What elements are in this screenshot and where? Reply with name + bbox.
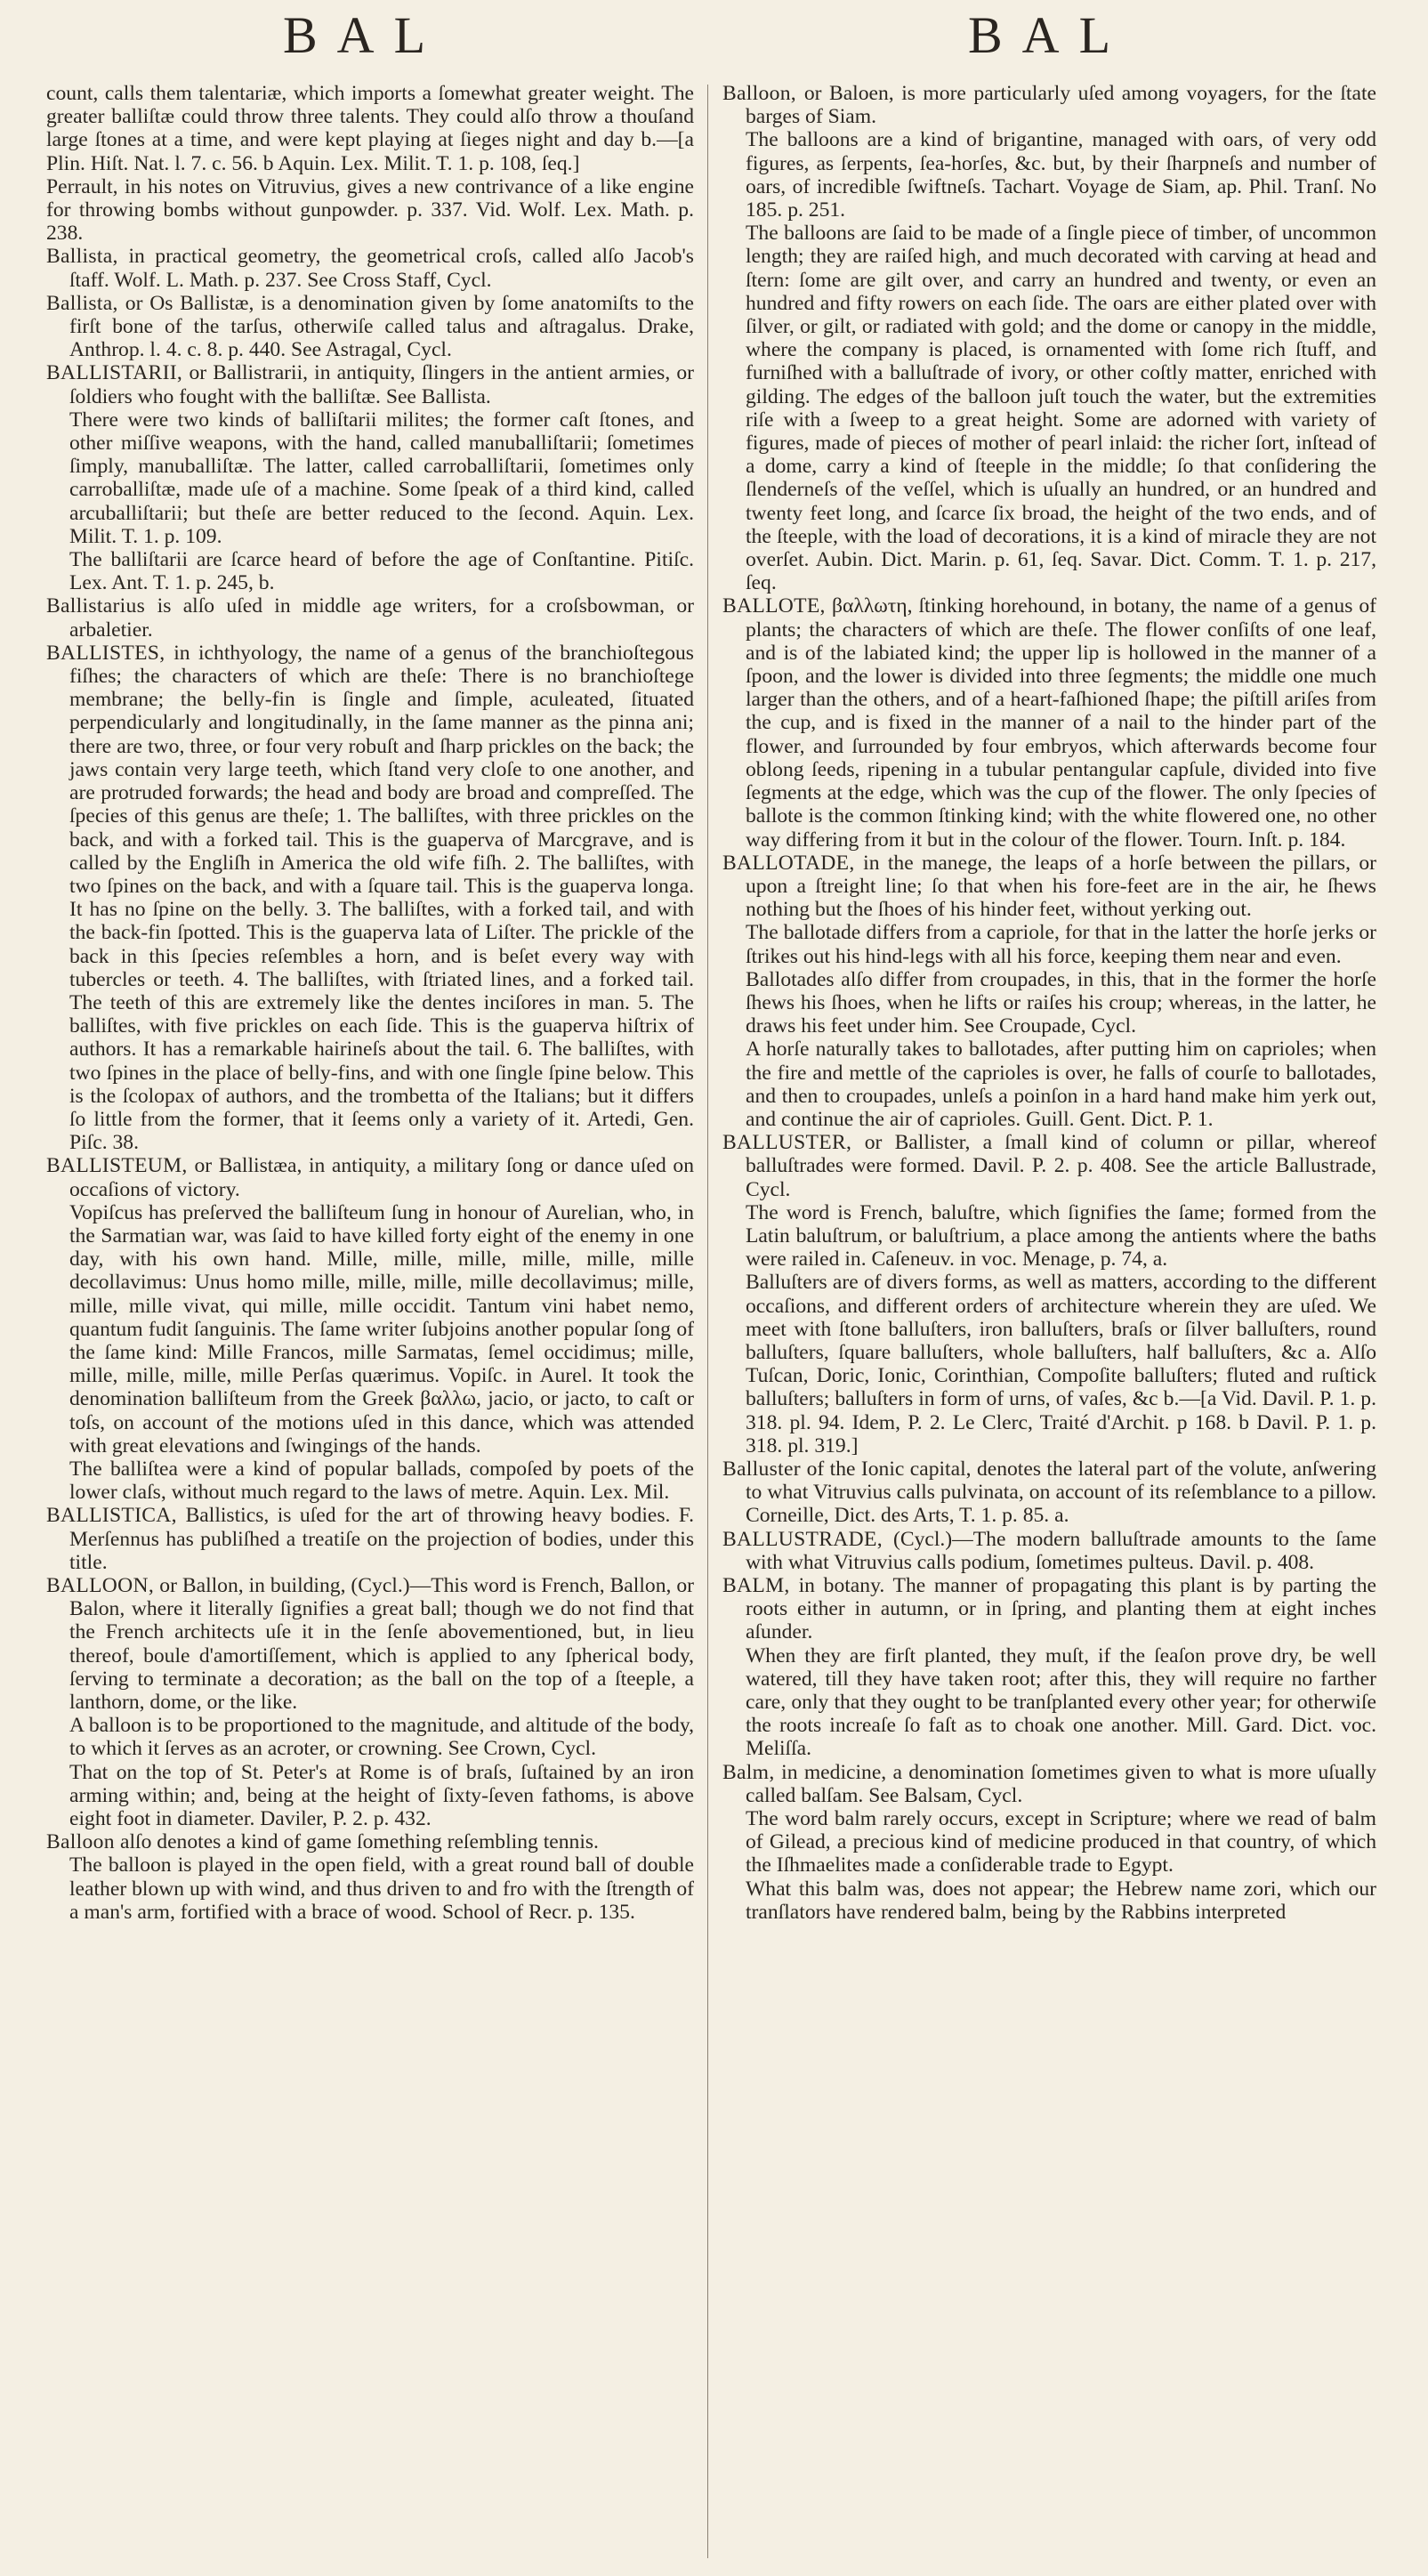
entry-headword: BALLOTADE, — [722, 851, 864, 875]
entry-text: count, calls them talentariæ, which imports a ſomewhat greater weight. The greater balliſtæ could throw three talents. They could alſo throw a thouſand large ſtones at a time, and were kept playing at ſieges night and day b.—[a Plin. Hiſt. Nat. l. 7. c. 56. b Aquin. Lex. Milit. T. 1. p. 108, ſeq.] — [46, 82, 694, 175]
running-header-right: BAL — [968, 6, 1130, 64]
dictionary-entry — [46, 1830, 694, 1853]
entry-headword: Ballistarius — [46, 594, 157, 618]
dictionary-entry — [46, 1154, 694, 1200]
entry-text: When they are firſt planted, they muſt, if the ſeaſon prove dry, be well watered, till they have taken root; after this, they will require no farther care, only that they ought to be tranſplanted every other year; for otherwiſe the roots increaſe ſo faſt as to choak one another. Mill. Gard. Dict. voc. Meliſſa. — [746, 1643, 1376, 1761]
entry-headword: BALLOTE, — [722, 594, 833, 618]
left-column — [46, 82, 694, 1924]
paragraph — [46, 408, 694, 548]
entry-text: alſo denotes a kind of game ſomething reſembling tennis. — [120, 1830, 599, 1854]
entry-text: or Ballon, in building, (Cycl.)—This word is French, Ballon, or Balon, where it literally ſignifies a great ball; though we do not find that the French architects uſe it in the ſenſe abovementioned, but, in lieu thereof, boule d'amortiſſement, which is applied to any ſpherical body, ſerving to terminate a decoration; as the ball on the top of a ſteeple, a lanthorn, dome, or the like. — [69, 1574, 694, 1715]
dictionary-entry — [722, 1528, 1376, 1574]
dictionary-entry — [46, 292, 694, 362]
entry-text: in practical geometry, the geometrical croſs, called alſo Jacob's ſtaff. Wolf. L. Math. p. 237. See Cross Staff, Cycl. — [69, 245, 694, 292]
dictionary-entry — [46, 1574, 694, 1714]
entry-headword: BALLISTICA, — [46, 1504, 186, 1528]
paragraph — [722, 968, 1376, 1038]
dictionary-entry — [46, 642, 694, 1154]
entry-text: What this balm was, does not appear; the Hebrew name zori, which our tranſlators have rendered balm, being by the Rabbins interpreted — [746, 1877, 1376, 1924]
entry-text: is alſo uſed in middle age writers, for a croſsbowman, or arbaletier. — [69, 594, 694, 642]
entry-text: The balloons are ſaid to be made of a ſingle piece of timber, of uncommon length; they are raiſed high, and much decorated with carving at head and ſtern: ſome are gilt over, and carry an hundred and twenty, or even an hundred and fifty rowers on each ſide. The oars are either plated over with ſilver, or gilt, or radiated with gold; and the dome or canopy in the middle, where the company is placed, is ornamented with ſome rich ſtuff, and furniſhed with a balluſtrade of ivory, or other coſtly matter, enriched with gilding. The edges of the balloon juſt touch the water, but the extremities riſe with a ſweep to a great height. Some are adorned with variety of figures, made of pieces of mother of pearl inlaid: the richer ſort, inſtead of a dome, carry a kind of ſteeple in the middle; ſo that conſidering the ſlenderneſs of the veſſel, which is uſually an hundred, or an hundred and twenty feet long, and ſcarce ſix broad, the height of the two ends, and of the ſteeple, with the load of decorations, it is a kind of miracle they are not overſet. Aubin. Dict. Marin. p. 61, ſeq. Savar. Dict. Comm. T. 1. p. 217, ſeq. — [746, 222, 1376, 595]
paragraph — [722, 1807, 1376, 1877]
paragraph — [722, 921, 1376, 967]
entry-headword: Balm, — [722, 1760, 782, 1784]
entry-headword: BALLUSTER, — [722, 1131, 865, 1155]
entry-text: The word balm rarely occurs, except in Scripture; where we read of balm of Gilead, a precious kind of medicine produced in that country, of which the Iſhmaelites made a conſiderable trade to Egypt. — [746, 1807, 1376, 1877]
entry-text: A horſe naturally takes to ballotades, after putting him on caprioles; when the fire and mettle of the caprioles is over, he falls of courſe to ballotades, and then to croupades, unleſs a poinſon in a hard hand make him yerk out, and continue the air of caprioles. Guill. Gent. Dict. P. 1. — [746, 1038, 1376, 1131]
dictionary-entry — [46, 594, 694, 641]
entry-text: of the Ionic capital, denotes the lateral part of the volute, anſwering to what Vitruvius calls pulvinata, on account of its reſemblance to a pillow. Corneille, Dict. des Arts, T. 1. p. 85. a. — [746, 1457, 1376, 1528]
paragraph — [46, 548, 694, 594]
entry-text: in the manege, the leaps of a horſe between the pillars, or upon a ſtreight line; ſo that when his fore-feet are in the air, he ſhews nothing but the ſhoes of his hinder feet, without yerking out. — [746, 851, 1376, 922]
entry-text: in botany. The manner of propagating this plant is by parting the roots either in autumn, or in ſpring, and planting them at eight inches aſunder. — [746, 1574, 1377, 1644]
entry-text: Ballistics, is uſed for the art of throwing heavy bodies. F. Merſennus has publiſhed a treatiſe on the projection of bodies, under this title. — [69, 1504, 694, 1574]
entry-headword: BALLISTEUM, — [46, 1154, 195, 1178]
right-column — [722, 82, 1376, 1924]
paragraph — [46, 1761, 694, 1831]
paragraph — [46, 82, 694, 175]
entry-text: or Os Ballistæ, is a denomination given by ſome anatomiſts to the firſt bone of the tarſus, otherwiſe called talus and aſtragalus. Drake, Anthrop. l. 4. c. 8. p. 440. See Astragal, Cycl. — [69, 291, 694, 362]
entry-headword: Balluster — [722, 1457, 807, 1481]
dictionary-entry — [722, 1458, 1376, 1528]
entry-text: The balloons are a kind of brigantine, managed with oars, of very odd figures, as ſerpents, ſea-horſes, &c. but, by their ſharpneſs and number of oars, of incredible ſwiftneſs. Tachart. Voyage de Siam, ap. Phil. Tranſ. No 185. p. 251. — [746, 128, 1376, 222]
entry-headword: BALLUSTRADE, — [722, 1527, 893, 1551]
entry-text: The ballotade differs from a capriole, for that in the latter the horſe jerks or ſtrikes out his hind-legs with all his force, keeping them near and even. — [746, 921, 1376, 968]
entry-text: Vopiſcus has preſerved the balliſteum ſung in honour of Aurelian, who, in the Sarmatian war, was ſaid to have killed forty eight of the enemy in one day, with his own hand. Mille, mille, mille, mille, mille, mille decollavimus: Unus homo mille, mille, mille, mille decollavimus; mille, mille, mille vivat, qui mille, mille occidit. Tantum vini habet nemo, quantum fudit ſanguinis. The ſame writer ſubjoins another popular ſong of the ſame kind: Mille Francos, mille Sarmatas, ſemel occidimus; mille, mille, mille, mille, mille Perſas quærimus. Vopiſc. in Aurel. It took the denomination balliſteum from the Greek βαλλω, jacio, or jacto, to caſt or toſs, on account of the motions uſed in this dance, which was attended with great elevations and ſwingings of the hands. — [69, 1200, 694, 1458]
entry-text: Ballotades alſo differ from croupades, in this, that in the former the horſe ſhews his ſhoes, when he lifts or raiſes his croup; whereas, in the latter, he draws his feet under him. See Croupade, Cycl. — [746, 967, 1376, 1038]
entry-text: or Ballister, a ſmall kind of column or pillar, whereof balluſtrades were formed. Davil. P. 2. p. 408. See the article Ballustrade, Cycl. — [746, 1131, 1377, 1201]
paragraph — [46, 1853, 694, 1924]
entry-headword: BALLISTES, — [46, 641, 174, 665]
entry-text: Perrault, in his notes on Vitruvius, gives a new contrivance of a like engine for throwing bombs without gunpowder. p. 337. Vid. Wolf. Lex. Math. p. 238. — [46, 174, 694, 246]
entry-text: (Cycl.)—The modern balluſtrade amounts to the ſame with what Vitruvius calls podium, ſometimes pulteus. Davil. p. 408. — [746, 1527, 1376, 1574]
entry-headword: Balloon, — [722, 82, 804, 105]
paragraph — [722, 1038, 1376, 1131]
paragraph — [46, 1714, 694, 1760]
entry-text: That on the top of St. Peter's at Rome is of braſs, ſuſtained by an iron arming within; and, being at the height of ſixty-ſeven fathoms, is above eight foot in diameter. Daviler, P. 2. p. 432. — [69, 1760, 694, 1831]
entry-text: in ichthyology, the name of a genus of the branchioſtegous fiſhes; the characters of which are theſe: There is no branchioſtege membrane; the belly-fin is ſingle and ſimple, aculeated, ſituated perpendicularly and longitudinally, in the ſame manner as the pinna ani; there are two, three, or four very robuſt and ſharp prickles on the back; the jaws contain very large teeth, which ſtand very cloſe to one another, and are protruded forwards; the head and body are broad and compreſſed. The ſpecies of this genus are theſe; 1. The balliſtes, with three prickles on the back, and with a forked tail. This is the guaperva of Marcgrave, and is called by the Engliſh in America the old wife fiſh. 2. The balliſtes, with two ſpines on the back, and with a ſquare tail. This is the guaperva longa. It has no ſpine on the belly. 3. The balliſtes, with a forked tail, and with the back-fin ſpotted. This is the guaperva lata of Liſter. The prickle of the back in this ſpecies reſembles a horn, and is beſet every way with tubercles or teeth. 4. The balliſtes, with ſtriated lines, and a forked tail. The teeth of this are extremely like the dentes inciſores in man. 5. The balliſtes, with five prickles on each ſide. This is the guaperva hiſtrix of authors. It has a remarkable hairineſs about the tail. 6. The balliſtes, with two ſpines in the place of belly-fins, and with one ſingle ſpine below. This is the ſcolopax of authors, and the trombetta of the Italians; but it differs ſo little from the former, that it ſeems only a variety of it. Artedi, Gen. Piſc. 38. — [69, 641, 694, 1155]
entry-text: or Ballistrarii, in antiquity, ſlingers in the antient armies, or ſoldiers who fought with the balliſtæ. See Ballista. — [69, 361, 694, 408]
dictionary-entry — [722, 594, 1376, 851]
entry-text: The balliſtea were a kind of popular ballads, compoſed by poets of the lower claſs, without much regard to the laws of metre. Aquin. Lex. Mil. — [69, 1457, 694, 1505]
entry-headword: BALM, — [722, 1574, 799, 1597]
dictionary-entry — [722, 1574, 1376, 1644]
dictionary-entry — [722, 1761, 1376, 1807]
entry-text: or Ballistæa, in antiquity, a military ſong or dance uſed on occaſions of victory. — [69, 1154, 694, 1201]
entry-text: or Baloen, is more particularly uſed among voyagers, for the ſtate barges of Siam. — [746, 82, 1376, 129]
dictionary-entry — [722, 82, 1376, 128]
entry-headword: BALLOON, — [46, 1574, 160, 1597]
entry-text: The balloon is played in the open field, with a great round ball of double leather blown up with wind, and thus driven to and fro with the ſtrength of a man's arm, fortified with a brace of wood. School of Recr. p. 135. — [69, 1853, 694, 1924]
paragraph — [722, 1644, 1376, 1761]
paragraph — [46, 1458, 694, 1504]
entry-headword: BALLISTARII, — [46, 361, 190, 385]
paragraph — [722, 1271, 1376, 1458]
entry-headword: Balloon — [46, 1830, 121, 1854]
paragraph — [722, 1877, 1376, 1924]
running-header-left: BAL — [283, 6, 445, 64]
dictionary-entry — [46, 361, 694, 408]
paragraph — [722, 128, 1376, 222]
paragraph — [46, 1201, 694, 1458]
entry-text: Balluſters are of divers forms, as well as matters, according to the different occaſions, and different orders of architecture wherein they are uſed. We meet with ſtone balluſters, iron balluſters, braſs or ſilver balluſters, round balluſters, ſquare balluſters, whole balluſters, half balluſters, &c a. Alſo Tuſcan, Doric, Ionic, Corinthian, Compoſite balluſters; fluted and ruſtick balluſters; balluſters in form of urns, of vaſes, &c b.—[a Vid. Davil. P. 1. p. 318. pl. 94. Idem, P. 2. Le Clerc, Traité d'Archit. p 168. b Davil. P. 1. p. 318. pl. 319.] — [746, 1271, 1376, 1458]
entry-text: A balloon is to be proportioned to the magnitude, and altitude of the body, to which it ſerves as an acroter, or crowning. See Crown, Cycl. — [69, 1714, 694, 1761]
entry-headword: Ballista, — [46, 245, 129, 269]
entry-text: The balliſtarii are ſcarce heard of before the age of Conſtantine. Pitiſc. Lex. Ant. T. 1. p. 245, b. — [69, 548, 694, 595]
entry-text: There were two kinds of balliſtarii milites; the former caſt ſtones, and other miſſive weapons, with the hand, called manuballiſtarii; ſometimes ſimply, manuballiſtæ. The latter, called carroballiſtarii, ſometimes only carroballiſtæ, made uſe of a machine. Some ſpeak of a third kind, called arcuballiſtarii; but theſe are better reduced to the ſecond. Aquin. Lex. Milit. T. 1. p. 109. — [69, 408, 694, 548]
entry-text: βαλλωτη, ſtinking horehound, in botany, the name of a genus of plants; the characters of which are theſe. The flower conſiſts of one leaf, and is of the labiated kind; the upper lip is hollowed in the manner of a ſpoon, and the lower is divided into three ſegments; the middle one much larger than the others, and of a heart-faſhioned ſhape; the piſtill ariſes from the cup, and is fixed in the manner of a nail to the hinder part of the flower, and ſurrounded by four embryos, which afterwards become four oblong ſeeds, ripening in a tubular pentangular capſule, divided into five ſegments at the edge, which was the cup of the flower. The only ſpecies of ballote is the common ſtinking kind; with the white flowered one, no other way differing from it but in the colour of the flower. Tourn. Inſt. p. 184. — [746, 594, 1376, 852]
paragraph — [722, 1201, 1376, 1272]
dictionary-entry — [722, 852, 1376, 922]
dictionary-entry — [722, 1131, 1376, 1201]
dictionary-entry — [46, 1504, 694, 1574]
entry-text: The word is French, baluſtre, which ſignifies the ſame; formed from the Latin baluſtrum, or baluſtrium, a place among the antients where the baths were railed in. Caſeneuv. in voc. Menage, p. 74, a. — [746, 1200, 1376, 1272]
paragraph — [46, 175, 694, 246]
column-divider — [707, 85, 708, 2558]
entry-headword: Ballista, — [46, 291, 125, 315]
entry-text: in medicine, a denomination ſometimes given to what is more uſually called balſam. See Balsam, Cycl. — [746, 1760, 1376, 1807]
dictionary-entry — [46, 245, 694, 291]
paragraph — [722, 222, 1376, 594]
